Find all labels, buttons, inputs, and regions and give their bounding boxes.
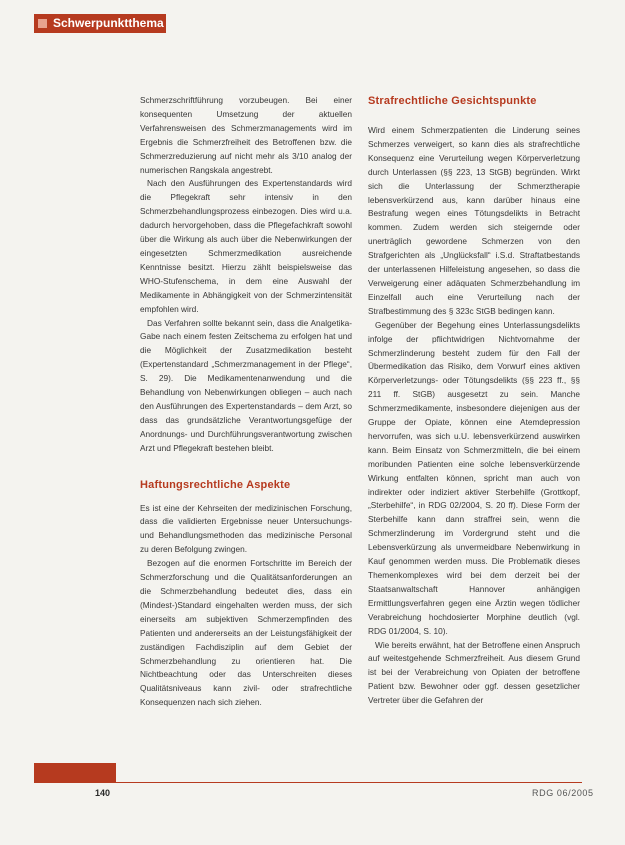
paragraph: Nach den Ausführungen des Expertenstandards wird die Pflegekraft sehr intensiv in den Schmerzbehandlungsprozess einbezogen. Dies wird u.a. dadurch hervorgehoben, dass die Pflegefachkraft sowohl über die Wirkung als auch über die Nebenwirkungen der eingesetzten Schmerzmedikation ausreichende Kenntnisse besitzt. Hierzu zählt beispielsweise das WHO-Stufenschema, in dem eine Auswahl der Medikamente in Abhängigkeit von der Schmerzintensität empfohlen wird. (140, 178, 352, 314)
section-header (0, 14, 625, 34)
section-title: Schwerpunktthema (53, 16, 164, 30)
paragraph: Das Verfahren sollte bekannt sein, dass die Analgetika-Gabe nach einem festen Zeitschema zu erfolgen hat und die Möglichkeit der Zusatzmedikation besteht (Expertenstandard „Schmerzmanagement in der Pflege“, S. 29). Die Medikamentenanwendung und die Behandlung von Nebenwirkungen obliegen – auch nach den Ausführungen des Expertenstandards – dem Arzt, so dass das grundsätzliche Verantwortungsgefüge der Anordnungs- und Durchführungsverantwortung zwischen Arzt und Pflegekraft bestehen bleibt. (140, 317, 352, 453)
section-marker-icon (38, 19, 47, 28)
paragraph: Wie bereits erwähnt, hat der Betroffene einen Anspruch auf weitestgehende Schmerzfreiheit. Aus diesem Grund ist bei der Verabreichung von Opiaten der betroffene Patient bzw. Bewohner oder ggf. dessen gesetzlicher Vertreter über die Gefahren der (368, 639, 580, 706)
footer-rule (34, 782, 582, 783)
page-number: 140 (95, 788, 111, 798)
footer-accent-bar (34, 763, 116, 782)
left-column (140, 94, 352, 710)
heading-haftungsrechtliche-aspekte: Haftungsrechtliche Aspekte (140, 478, 291, 491)
paragraph: Es ist eine der Kehrseiten der medizinischen Forschung, dass die validierten Ergebnisse neuer Untersuchungs- und Behandlungsmethoden das medizinische Personal zu deren Befolgung zwingen. (140, 502, 352, 555)
paragraph: Bezogen auf die enormen Fortschritte im Bereich der Schmerzforschung und die Qualitätsanforderungen an die Schmerzbehandlung bedeutet dies, dass ein (Mindest-)Standard eingehalten werden muss, der sich einerseits am subjektiven Schmerzempfinden des Patienten und andererseits an der Leistungsfähigkeit der zuständigen Fachdisziplin auf dem Gebiet der Schmerzbehandlung zu orientieren hat. Die Nichtbeachtung oder das Unterschreiten dieses Qualitätsniveaus kann zivil- oder strafrechtliche Konsequenzen nach sich ziehen. (140, 558, 352, 708)
paragraph: Schmerzschriftführung vorzubeugen. Bei einer konsequenten Umsetzung der aktuellen Verfahrensweisen des Schmerzmanagements wird im Ergebnis die Schmerzfreiheit des Betroffenen bzw. die Schmerzreduzierung auf nicht mehr als 3/10 analog der numerischen Rangskala angestrebt. (140, 95, 352, 175)
right-column (368, 94, 580, 708)
heading-strafrechtliche-gesichtspunkte: Strafrechtliche Gesichtspunkte (368, 95, 537, 107)
paragraph: Gegenüber der Begehung eines Unterlassungsdelikts infolge der pflichtwidrigen Nichtvornahme der Schmerzlinderung besteht zudem für den Fall der Übermedikation das Risiko, dem Vorwurf eines aktiven Körperverletzungs- oder Tötungsdelikts (§§ 223 ff., §§ 211 ff. StGB) ausgesetzt zu sein. Manche Schmerzmedikamente, insbesondere diejenigen aus der Gruppe der Opiate, können eine Atemdepression hervorrufen, was sich u.U. lebensverkürzend auswirken kann. Beim Einsatz von Schmerzmitteln, die bei einem moribunden Patienten eine solche lebensverkürzende Wirkung entfalten können, spricht man auch von indirekter oder indiziert aktiver Sterbehilfe (Grottkopf, „Sterbehilfe“, in RDG 02/2004, S. 20 ff). Diese Form der Sterbehilfe kann dann straffrei sein, wenn die Schmerzlinderung im Vordergrund steht und die Lebensverkürzung als unvermeidbare Nebenwirkung in Kauf genommen werden muss. Die Problematik dieses Themenkomplexes wird bei dem derzeit bei der Staatsanwaltschaft Hannover anhängigen Ermittlungsverfahren gegen eine Ärztin wegen tödlicher Verabreichung hochdosierter Morphine deutlich (vgl. RDG 01/2004, S. 10). (368, 319, 580, 636)
issue-label: RDG 06/2005 (532, 788, 594, 798)
paragraph: Wird einem Schmerzpatienten die Linderung seines Schmerzes verweigert, so kann dies als strafrechtliche Konsequenz eine Verurteilung wegen Körperverletzung durch Unterlassen (§§ 223, 13 StGB) begründen. Wirkt sich die Unterlassung der Schmerztherapie lebensverkürzend aus, kann darüber hinaus eine Bestrafung wegen eines Tötungsdelikts in Betracht kommen. Zudem werden sich steigernde oder unerträglich gewordene Schmerzen von den Strafgerichten als „Unglücksfall“ i.S.d. Straftatbestands der unterlassenen Hilfeleistung angesehen, so dass die Verweigerung einer adäquaten Schmerzbehandlung im Einzelfall auch eine Verurteilung nach der Strafbestimmung des § 323c StGB bedingen kann. (368, 125, 580, 316)
